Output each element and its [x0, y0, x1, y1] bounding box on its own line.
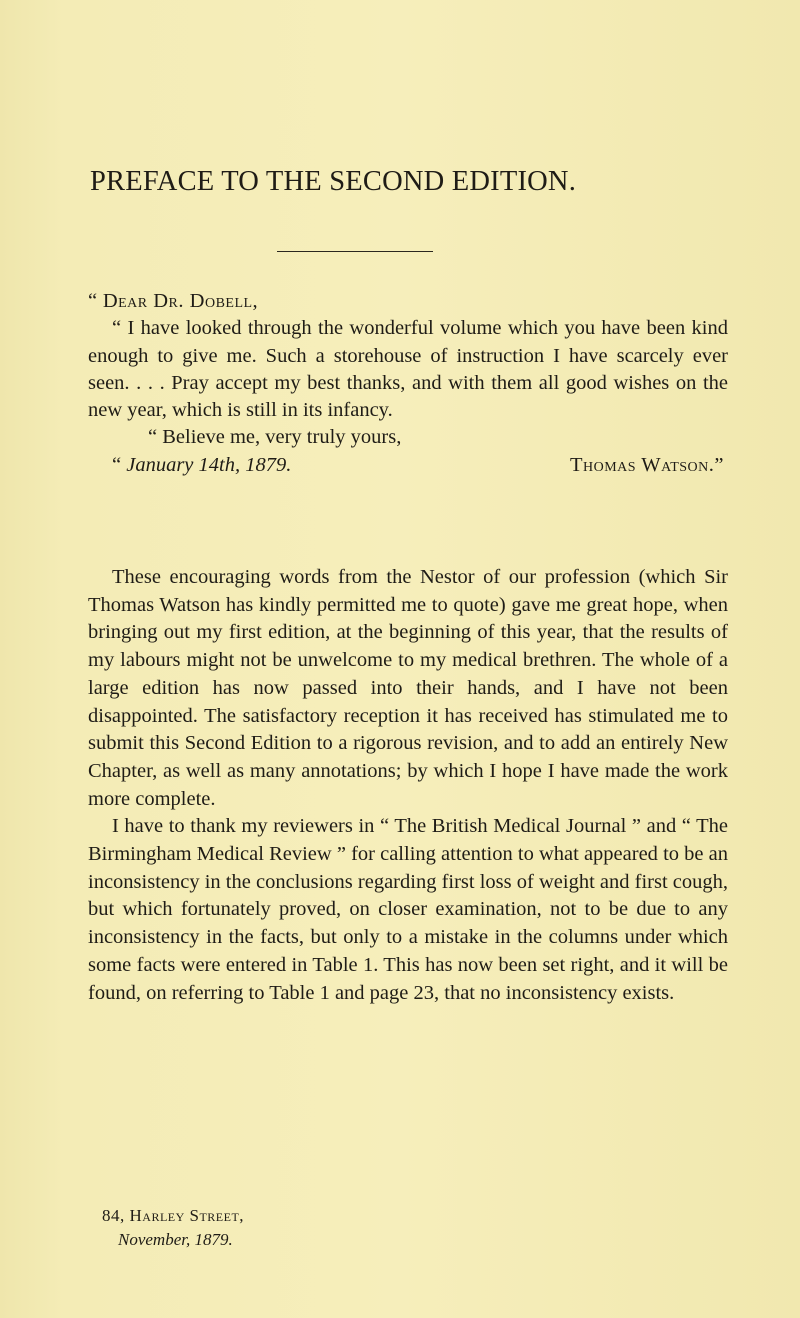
letter-date-wrap	[112, 452, 291, 479]
letter-closing: “ Believe me, very truly yours,	[148, 426, 402, 449]
salutation-text: Dear Dr. Dobell,	[102, 290, 259, 312]
paragraph-encouraging-words: These encouraging words from the Nestor of our profession (which Sir Thomas Watson has kindly permitted me to quote) gave me great hope, when bringing out my first edition, at the beginning of this year, that the results of my labours might not be unwelcome to my medical brethren. The whole of a large edition has now passed into their hands, and I have not been disappointed. The satisfactory reception it has received has stimulated me to submit this Second Edition to a rigorous revision, and to add an entirely New Chapter, as well as many annotations; by which I hope I have made the work more complete.	[88, 566, 728, 810]
letter-date: January 14th, 1879.	[126, 453, 292, 476]
author-address	[102, 1204, 502, 1252]
page-title: PREFACE TO THE SECOND EDITION.	[90, 166, 577, 197]
salutation-quote: “	[88, 290, 103, 312]
address-date: November, 1879.	[118, 1230, 233, 1249]
letter-salutation	[88, 288, 728, 315]
paragraph-reviewers: I have to thank my reviewers in “ The British Medical Journal ” and “ The Birmingham Medical Review ” for calling attention to what appeared to be an inconsistency in the conclusions regarding first loss of weight and first cough, but which fortunately proved, on closer examination, not to be due to any inconsistency in the facts, but only to a mistake in the columns under which some facts were entered in Table 1. This has now been set right, and it will be found, on referring to Table 1 and page 23, that no inconsistency exists.	[88, 815, 728, 1004]
preface-body	[88, 564, 728, 1007]
title-divider	[277, 251, 433, 252]
letter-signature-line	[88, 452, 728, 479]
letter-date-quote: “	[112, 453, 127, 476]
quoted-letter	[88, 288, 728, 479]
address-street: 84, Harley Street,	[102, 1206, 245, 1225]
letter-signature: Thomas Watson.”	[569, 453, 724, 476]
letter-body: “ I have looked through the wonderful volume which you have been kind enough to give me. Such a storehouse of instruction I have scarcely ever seen. . . . Pray accept my best thanks, and with them all good wishes on the new year, which is still in its infancy.	[88, 317, 728, 422]
